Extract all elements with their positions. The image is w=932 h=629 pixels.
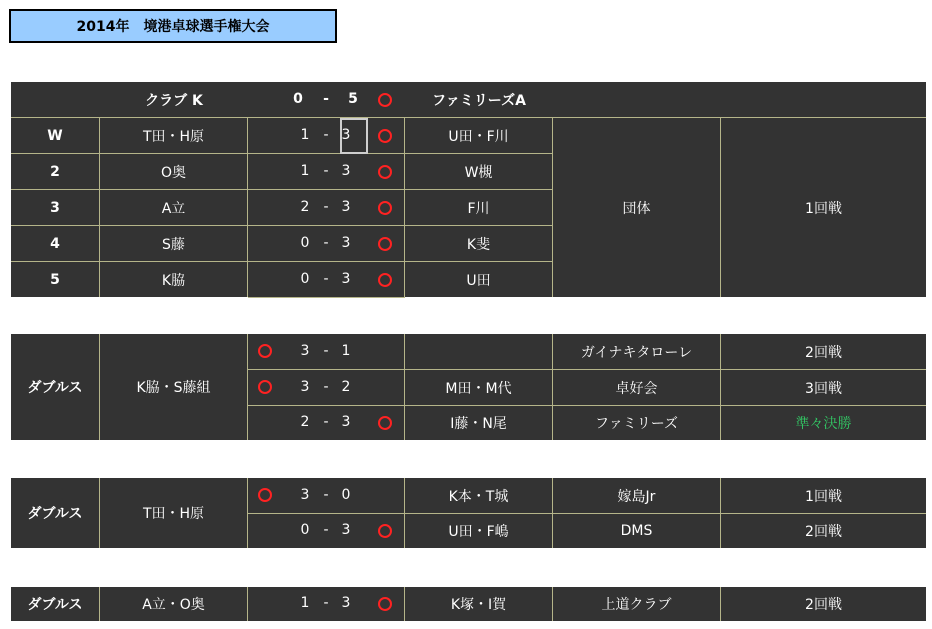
score-dash: - bbox=[323, 271, 329, 287]
pair-cell: K脇・S藤組 bbox=[100, 334, 248, 440]
score-a: 2 bbox=[300, 199, 310, 215]
win-mark-icon bbox=[378, 416, 392, 430]
opponent-name: U田 bbox=[405, 262, 553, 297]
player-name: T田・H原 bbox=[100, 118, 248, 154]
opponent-team: ファミリーズ bbox=[553, 406, 721, 440]
pair-cell: T田・H原 bbox=[100, 478, 248, 548]
score-a: 3 bbox=[300, 379, 310, 395]
score-b: 3 bbox=[341, 235, 351, 251]
score-dash: - bbox=[323, 199, 329, 215]
score-dash: - bbox=[323, 595, 329, 611]
win-mark-icon bbox=[378, 273, 392, 287]
win-mark-icon bbox=[378, 201, 392, 215]
opponent-team: 嫁島Jr bbox=[553, 478, 721, 514]
score-a: 3 bbox=[300, 343, 310, 359]
round-cell: 2回戦 bbox=[721, 334, 926, 370]
score-dash: - bbox=[323, 343, 329, 359]
score-a: 2 bbox=[300, 414, 310, 430]
score-dash: - bbox=[323, 235, 329, 251]
team-score-a: 0 bbox=[293, 91, 303, 107]
opponent-name: K斐 bbox=[405, 226, 553, 262]
score-b: 3 bbox=[341, 522, 351, 538]
opponent-name: I藤・N尾 bbox=[405, 406, 553, 440]
score-dash: - bbox=[323, 487, 329, 503]
score-a: 1 bbox=[300, 163, 310, 179]
category-cell: 団体 bbox=[553, 118, 721, 297]
round-cell: 準々決勝 bbox=[721, 406, 926, 440]
event-cell: ダブルス bbox=[11, 587, 100, 621]
win-mark-icon bbox=[258, 344, 272, 358]
event-cell: ダブルス bbox=[11, 478, 100, 548]
round-cell: 1回戦 bbox=[721, 118, 926, 297]
round-cell: 3回戦 bbox=[721, 370, 926, 406]
opponent-team: DMS bbox=[553, 514, 721, 548]
win-mark-icon bbox=[378, 237, 392, 251]
score-b: 1 bbox=[341, 343, 351, 359]
score-b: 3 bbox=[341, 199, 351, 215]
win-mark-icon bbox=[378, 165, 392, 179]
win-mark-icon bbox=[378, 93, 392, 107]
score-dash: - bbox=[323, 522, 329, 538]
match-order: 5 bbox=[11, 262, 100, 297]
team-score-dash: - bbox=[323, 91, 329, 107]
score-a: 3 bbox=[300, 487, 310, 503]
score-b: 3 bbox=[341, 271, 351, 287]
score-a: 1 bbox=[300, 127, 310, 143]
opponent-name: F川 bbox=[405, 190, 553, 226]
opponent-team: ガイナキタローレ bbox=[553, 334, 721, 370]
score-b: 2 bbox=[341, 379, 351, 395]
player-name: K脇 bbox=[100, 262, 248, 297]
selected-cell-cursor[interactable] bbox=[340, 118, 368, 154]
opponent-name bbox=[405, 334, 553, 370]
opponent-name: K塚・I賀 bbox=[405, 587, 553, 621]
score-b: 0 bbox=[341, 487, 351, 503]
page-title: 2014年 境港卓球選手権大会 bbox=[9, 9, 337, 43]
team-score-b: 5 bbox=[348, 91, 358, 107]
match-order: 3 bbox=[11, 190, 100, 226]
player-name: O奥 bbox=[100, 154, 248, 190]
score-dash: - bbox=[323, 127, 329, 143]
player-name: A立 bbox=[100, 190, 248, 226]
score-b: 3 bbox=[341, 163, 351, 179]
opponent-name: U田・F川 bbox=[405, 118, 553, 154]
round-cell: 1回戦 bbox=[721, 478, 926, 514]
score-b: 3 bbox=[341, 127, 351, 143]
pair-cell: A立・O奥 bbox=[100, 587, 248, 621]
score-a: 0 bbox=[300, 522, 310, 538]
opponent-name: K本・T城 bbox=[405, 478, 553, 514]
score-a: 1 bbox=[300, 595, 310, 611]
opponent-name: M田・M代 bbox=[405, 370, 553, 406]
team-a-name: クラブ K bbox=[145, 93, 203, 109]
match-order: 4 bbox=[11, 226, 100, 262]
round-cell: 2回戦 bbox=[721, 587, 926, 621]
event-cell: ダブルス bbox=[11, 334, 100, 440]
opponent-name: W槻 bbox=[405, 154, 553, 190]
opponent-team: 上道クラブ bbox=[553, 587, 721, 621]
opponent-name: U田・F嶋 bbox=[405, 514, 553, 548]
round-cell: 2回戦 bbox=[721, 514, 926, 548]
match-order: W bbox=[11, 118, 100, 154]
player-name: S藤 bbox=[100, 226, 248, 262]
win-mark-icon bbox=[378, 597, 392, 611]
score-a: 0 bbox=[300, 271, 310, 287]
match-order: 2 bbox=[11, 154, 100, 190]
win-mark-icon bbox=[258, 380, 272, 394]
win-mark-icon bbox=[258, 488, 272, 502]
score-dash: - bbox=[323, 414, 329, 430]
score-dash: - bbox=[323, 379, 329, 395]
score-b: 3 bbox=[341, 414, 351, 430]
win-mark-icon bbox=[378, 129, 392, 143]
score-a: 0 bbox=[300, 235, 310, 251]
team-b-name: ファミリーズA bbox=[432, 93, 526, 109]
score-b: 3 bbox=[341, 595, 351, 611]
opponent-team: 卓好会 bbox=[553, 370, 721, 406]
score-dash: - bbox=[323, 163, 329, 179]
win-mark-icon bbox=[378, 524, 392, 538]
